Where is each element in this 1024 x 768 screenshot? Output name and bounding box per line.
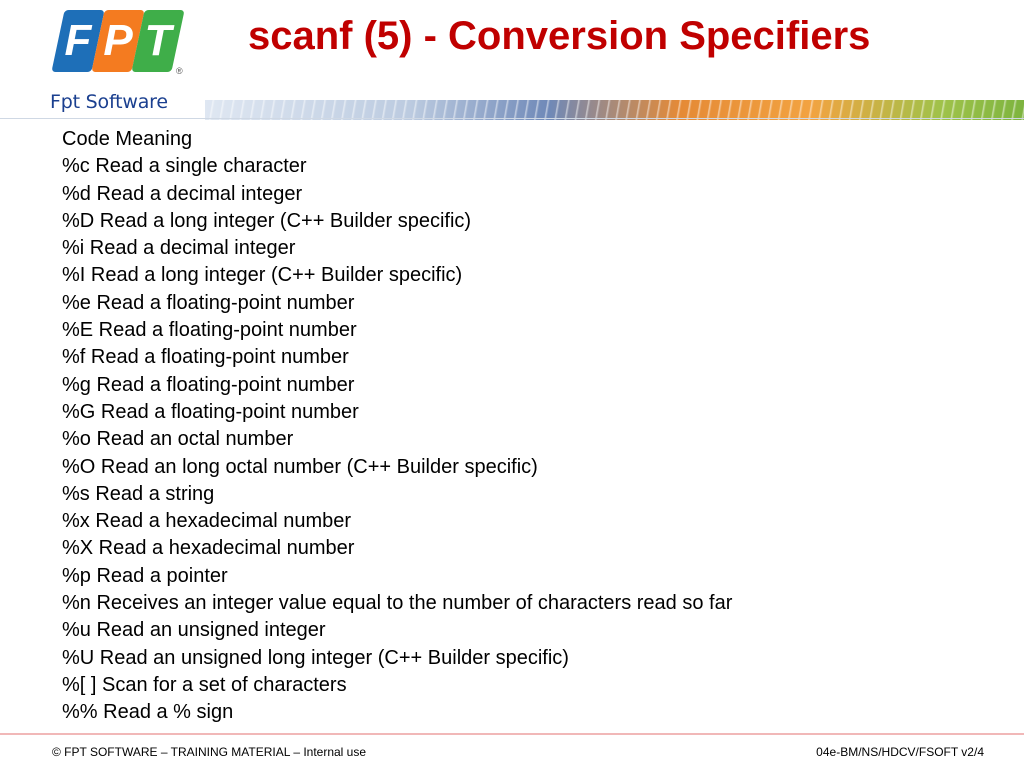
list-item: %o Read an octal number <box>62 428 294 451</box>
fpt-logo <box>46 8 186 118</box>
slide-title: scanf (5) - Conversion Specifiers <box>248 14 871 58</box>
list-item: %n Receives an integer value equal to the number of characters read so far <box>62 592 733 615</box>
logo-letter-f: F <box>64 16 92 65</box>
footer-divider <box>0 733 1024 735</box>
fpt-logo-mark <box>50 10 183 80</box>
list-item: %u Read an unsigned integer <box>62 619 326 642</box>
list-item: %% Read a % sign <box>62 701 234 724</box>
list-item: Code Meaning <box>62 128 193 150</box>
footer-document-code: 04e-BM/NS/HDCV/FSOFT v2/4 <box>816 745 984 759</box>
header-divider <box>0 118 1024 119</box>
list-item: %g Read a floating-point number <box>62 373 355 396</box>
logo-tile-t <box>131 10 184 72</box>
list-item: %c Read a single character <box>62 155 307 178</box>
registered-mark: ® <box>176 66 183 76</box>
list-item: %x Read a hexadecimal number <box>62 510 352 533</box>
list-item: %p Read a pointer <box>62 564 228 587</box>
list-item: %G Read a floating-point number <box>62 400 359 423</box>
list-item: %D Read a long integer (C++ Builder specific) <box>62 209 472 232</box>
list-item: %d Read a decimal integer <box>62 182 303 205</box>
logo-subtitle: Fpt Software <box>50 91 168 113</box>
list-item: %X Read a hexadecimal number <box>62 537 355 560</box>
list-item: %[ ] Scan for a set of characters <box>62 673 347 696</box>
list-item: %O Read an long octal number (C++ Builder specific) <box>62 455 538 478</box>
list-item: %E Read a floating-point number <box>62 319 357 342</box>
header-stripe-pattern <box>205 100 1024 120</box>
list-item: %e Read a floating-point number <box>62 291 355 314</box>
list-item: %f Read a floating-point number <box>62 346 349 369</box>
list-item: %I Read a long integer (C++ Builder specific) <box>62 264 463 287</box>
specifier-list <box>62 126 1002 727</box>
list-item: %i Read a decimal integer <box>62 237 296 260</box>
logo-letter-t: T <box>144 16 172 65</box>
footer-copyright: © FPT SOFTWARE – TRAINING MATERIAL – Internal use <box>52 745 367 759</box>
list-item: %s Read a string <box>62 482 215 505</box>
logo-letter-p: P <box>103 16 133 65</box>
list-item: %U Read an unsigned long integer (C++ Builder specific) <box>62 646 569 669</box>
